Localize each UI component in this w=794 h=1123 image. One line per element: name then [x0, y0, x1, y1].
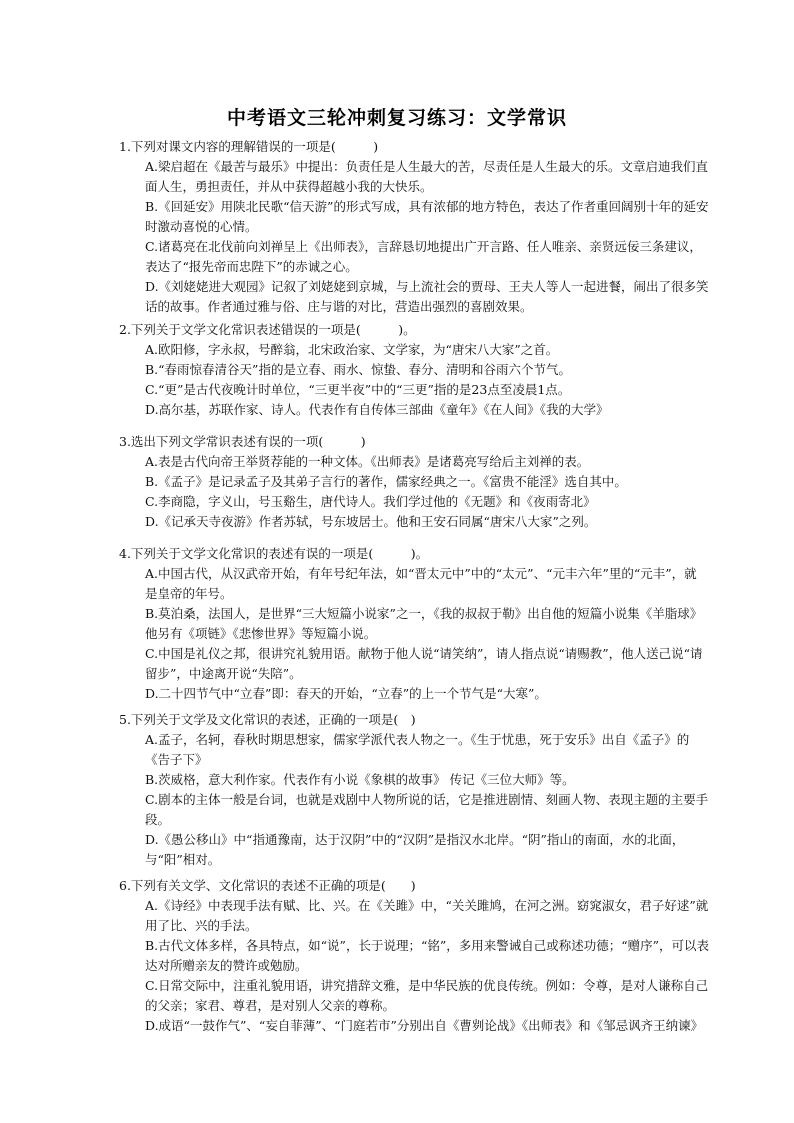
question-stem: 3.选出下列文学常识表述有误的一项( )	[119, 434, 366, 449]
option-a: A.表是古代向帝王举贤荐能的一种文体。《出师表》是诸葛亮写给后主刘禅的表。	[145, 454, 590, 469]
option-a: A.中国古代，从汉武帝开始，有年号纪年法，如“晋太元中”中的“太元”、“元丰六年”里的“元丰”，就是皇帝的年号。	[145, 566, 697, 601]
question-stem: 5.下列关于文学及文化常识的表述，正确的一项是( )	[119, 712, 416, 727]
option-d: D.《记承天寺夜游》作者苏轼，号东坡居士。他和王安石同属“唐宋八大家”之列。	[145, 514, 597, 529]
option-d: D.《愚公移山》中“指通豫南，达于汉阴”中的“汉阴”是指汉水北岸。“阴”指山的南面，水的北面，与“阳”相对。	[145, 832, 685, 867]
question-2	[119, 320, 709, 420]
document-title: 中考语文三轮冲刺复习练习：文学常识	[226, 107, 567, 129]
question-6	[119, 876, 709, 1036]
option-a: A.欧阳修，字永叔，号醉翁，北宋政治家、文学家，为“唐宋八大家”之首。	[145, 342, 559, 357]
option-b: B.《孟子》是记录孟子及其弟子言行的著作，儒家经典之一。《富贵不能淫》选自其中。	[145, 474, 627, 489]
option-b: B.《回延安》用陕北民歌“信天游”的形式写成，具有浓郁的地方特色，表达了作者重回阔别十年的延安时激动喜悦的心情。	[145, 199, 709, 234]
option-a: A.梁启超在《最苦与最乐》中提出：负责任是人生最大的苦，尽责任是人生最大的乐。文章启迪我们直面人生，勇担责任，并从中获得超越小我的大快乐。	[145, 159, 709, 194]
question-1	[119, 137, 709, 317]
option-b: B.古代文体多样，各具特点，如“说”，长于说理；“铭”，多用来警诫自己或称述功德；“赠序”，可以表达对所赠亲友的赞许或勉励。	[145, 938, 710, 973]
question-stem: 6.下列有关文学、文化常识的表述不正确的项是( )	[119, 878, 416, 893]
option-c: C.剧本的主体一般是台词，也就是戏剧中人物所说的话，它是推进剧情、刻画人物、表现主题的主要手段。	[145, 792, 709, 827]
option-c: C.李商隐，字义山，号玉谿生，唐代诗人。我们学过他的《无题》和《夜雨寄北》	[145, 494, 596, 509]
question-4	[119, 544, 709, 704]
option-c: C.日常交际中，注重礼貌用语，讲究措辞文雅，是中华民族的优良传统。例如：令尊，是对人谦称自己的父亲；家君、尊君，是对别人父亲的尊称。	[145, 978, 709, 1013]
option-d: D.《刘姥姥进大观园》记叙了刘姥姥到京城，与上流社会的贾母、王夫人等人一起进餐，闹出了很多笑话的故事。作者通过雅与俗、庄与谐的对比，营造出强烈的喜剧效果。	[145, 279, 709, 314]
option-a: A.孟子，名轲，春秋时期思想家，儒家学派代表人物之一。《生于忧患，死于安乐》出自《孟子》的《告子下》	[145, 732, 690, 767]
question-3	[119, 432, 709, 532]
option-d: D.成语“一鼓作气”、“妄自菲薄”、“门庭若市”分别出自《曹刿论战》《出师表》和《邹忌讽齐王纳谏》	[145, 1018, 704, 1033]
option-d: D.二十四节气中“立春”即：春天的开始，“立春”的上一个节气是“大寒”。	[145, 686, 547, 701]
option-c: C.中国是礼仪之邦，很讲究礼貌用语。献物于他人说“请笑纳”，请人指点说“请赐教”，他人送己说“请留步”，中途离开说“失陪”。	[145, 646, 703, 681]
question-5	[119, 710, 709, 870]
question-stem: 1.下列对课文内容的理解错误的一项是( )	[119, 139, 379, 154]
option-b: B.茨威格，意大利作家。代表作有小说《象棋的故事》 传记《三位大师》等。	[145, 772, 575, 787]
option-c: C.诸葛亮在北伐前向刘禅呈上《出师表》，言辞恳切地提出广开言路、任人唯亲、亲贤远佞三条建议，表达了“报先帝而忠陛下”的赤诚之心。	[145, 239, 702, 274]
question-stem: 4.下列关于文学文化常识的表述有误的一项是( )。	[119, 546, 429, 561]
option-b: B.“春雨惊春清谷天”指的是立春、雨水、惊蛰、春分、清明和谷雨六个节气。	[145, 362, 571, 377]
option-b: B.莫泊桑，法国人，是世界“三大短篇小说家”之一，《我的叔叔于勒》出自他的短篇小说集《羊脂球》 他另有《项链》《悲惨世界》等短篇小说。	[145, 606, 703, 641]
option-c: C.“更”是古代夜晚计时单位，“三更半夜”中的“三更”指的是23点至凌晨1点。	[145, 382, 571, 397]
question-stem: 2.下列关于文学文化常识表述错误的一项是( )。	[119, 322, 416, 337]
option-d: D.高尔基，苏联作家、诗人。代表作有自传体三部曲《童年》《在人间》《我的大学》	[145, 402, 609, 417]
option-a: A.《诗经》中表现手法有赋、比、兴。在《关雎》中，“关关雎鸠，在河之洲。窈窕淑女，君子好逑”就用了比、兴的手法。	[145, 898, 709, 933]
